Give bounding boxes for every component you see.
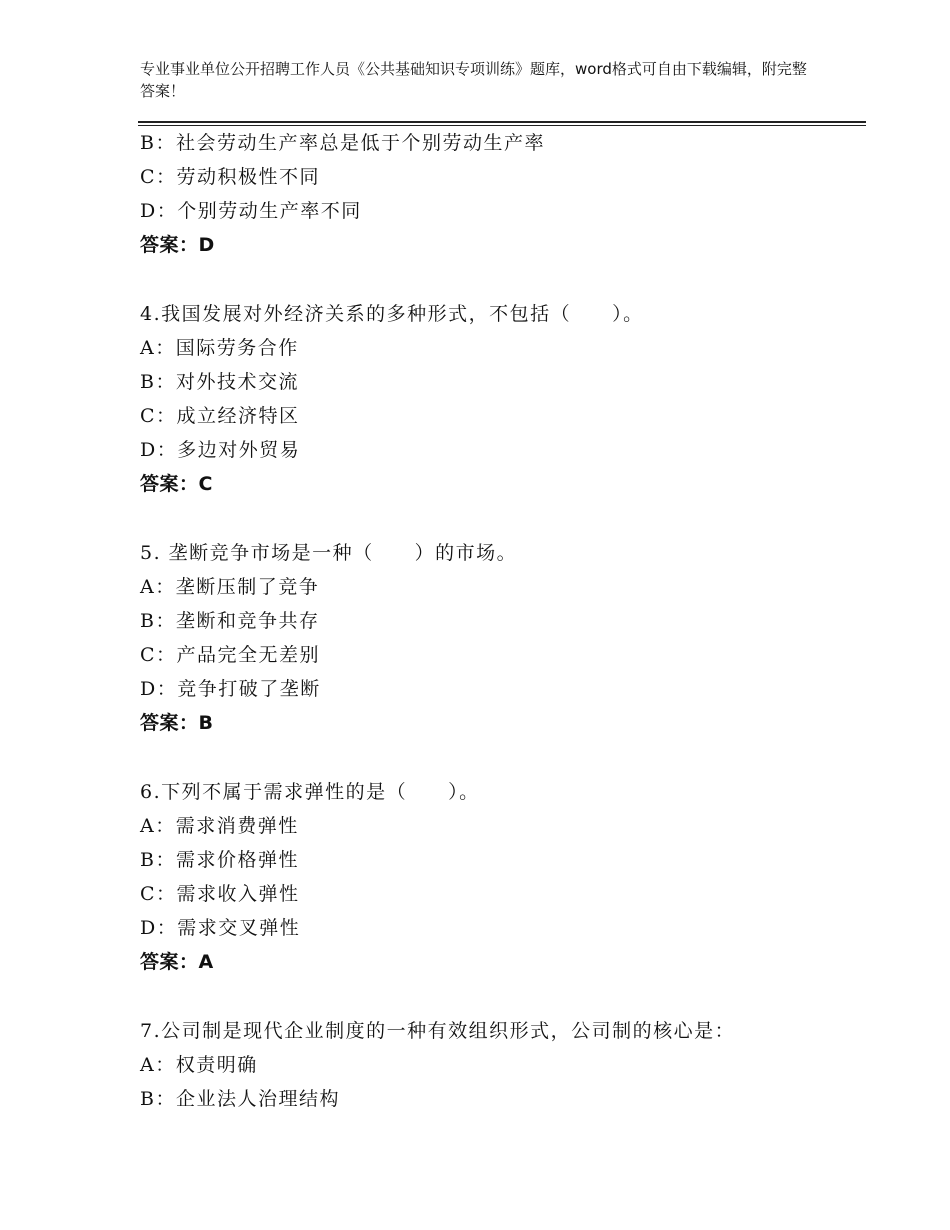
- q4-option-a: A：国际劳务合作: [140, 337, 299, 359]
- q5-answer: 答案：B: [140, 712, 214, 734]
- q5-option-b: B：垄断和竞争共存: [140, 610, 320, 632]
- q7-option-a: A：权责明确: [140, 1054, 258, 1076]
- q3-option-d: D：个别劳动生产率不同: [140, 200, 362, 222]
- q6-option-d: D：需求交叉弹性: [140, 917, 301, 939]
- q3-answer: 答案：D: [140, 234, 215, 256]
- q5-option-a: A：垄断压制了竞争: [140, 576, 320, 598]
- q3-option-c: C：劳动积极性不同: [140, 166, 321, 188]
- q3-option-b: B：社会劳动生产率总是低于个别劳动生产率: [140, 132, 545, 154]
- header-divider-thick: [138, 121, 866, 123]
- q6-stem: 6.下列不属于需求弹性的是（ ）。: [140, 781, 480, 803]
- q6-option-a: A：需求消费弹性: [140, 815, 299, 837]
- q5-option-c: C：产品完全无差别: [140, 644, 321, 666]
- q7-stem: 7.公司制是现代企业制度的一种有效组织形式，公司制的核心是：: [140, 1020, 736, 1042]
- q6-option-b: B：需求价格弹性: [140, 849, 299, 871]
- q4-option-c: C：成立经济特区: [140, 405, 300, 427]
- q5-stem: 5. 垄断竞争市场是一种（ ）的市场。: [140, 542, 518, 564]
- q4-answer: 答案：C: [140, 473, 213, 495]
- q7-option-b: B：企业法人治理结构: [140, 1088, 340, 1110]
- header-divider-thin: [138, 125, 866, 126]
- q4-option-b: B：对外技术交流: [140, 371, 299, 393]
- q6-option-c: C：需求收入弹性: [140, 883, 300, 905]
- q6-answer: 答案：A: [140, 951, 214, 973]
- q4-stem: 4.我国发展对外经济关系的多种形式，不包括（ ）。: [140, 303, 644, 325]
- q5-option-d: D：竞争打破了垄断: [140, 678, 321, 700]
- q4-option-d: D：多边对外贸易: [140, 439, 301, 461]
- page-header: 专业事业单位公开招聘工作人员《公共基础知识专项训练》题库，word格式可自由下载编辑，附完整答案！: [140, 60, 807, 100]
